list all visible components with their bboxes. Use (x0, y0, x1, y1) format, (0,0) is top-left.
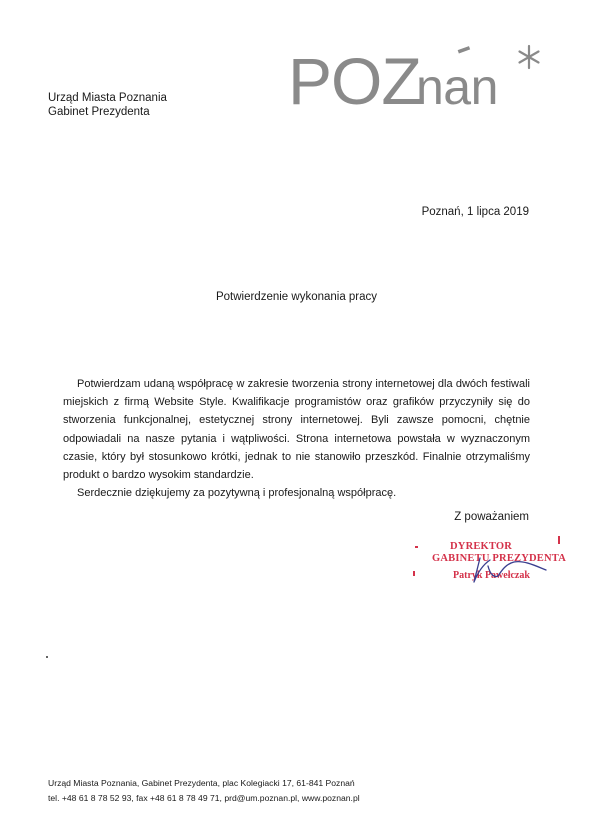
letter-footer (48, 776, 360, 806)
svg-text:nan: nan (416, 59, 498, 114)
closing-phrase: Z poważaniem (454, 511, 529, 523)
poznan-logo (288, 40, 550, 114)
scan-speck (46, 656, 48, 658)
footer-address: Urząd Miasta Poznania, Gabinet Prezydenta, plac Kolegiacki 17, 61-841 Poznań (48, 778, 355, 788)
sender-office: Urząd Miasta Poznania (48, 92, 167, 104)
letter-date: Poznań, 1 lipca 2019 (421, 206, 529, 218)
stamp-title: DYREKTOR (450, 541, 513, 552)
letter-subject: Potwierdzenie wykonania pracy (215, 291, 378, 303)
stamp-department: GABINETU PREZYDENTA (432, 553, 566, 564)
stamp-edge-mark (413, 571, 415, 576)
stamp-name: Patryk Pawełczak (453, 570, 530, 581)
svg-text:POZ: POZ (288, 44, 421, 114)
sender-block (48, 91, 167, 119)
footer-contact: tel. +48 61 8 78 52 93, fax +48 61 8 78 49 71, prd@um.poznan.pl, www.poznan.pl (48, 793, 360, 803)
stamp-edge-mark (415, 546, 418, 548)
letter-body (63, 375, 530, 502)
sender-department: Gabinet Prezydenta (48, 106, 150, 118)
stamp-edge-mark (558, 536, 560, 544)
asterisk-star-icon (520, 46, 539, 68)
body-paragraph: Serdecznie dziękujemy za pozytywną i profesjonalną współpracę. (77, 487, 397, 500)
director-stamp (418, 536, 566, 596)
body-paragraph: Potwierdzam udaną współpracę w zakresie tworzenia strony internetowej dla dwóch festiwali miejskich z firmą Website Style. Kwalifikacje programistów oraz grafików przyczyniły się do stworzenia funkcjonalnej, estetycznej strony internetowej. Byli zawsze pomocni, chętnie odpowiadali na nasze pytania i wątpliwości. Strona internetowa powstała w wyznaczonym czasie, który był stosunkowo krótki, jednak to nie stanowiło przeszkód. Finalnie otrzymaliśmy produkt o bardzo wysokim standardzie. (63, 378, 530, 482)
